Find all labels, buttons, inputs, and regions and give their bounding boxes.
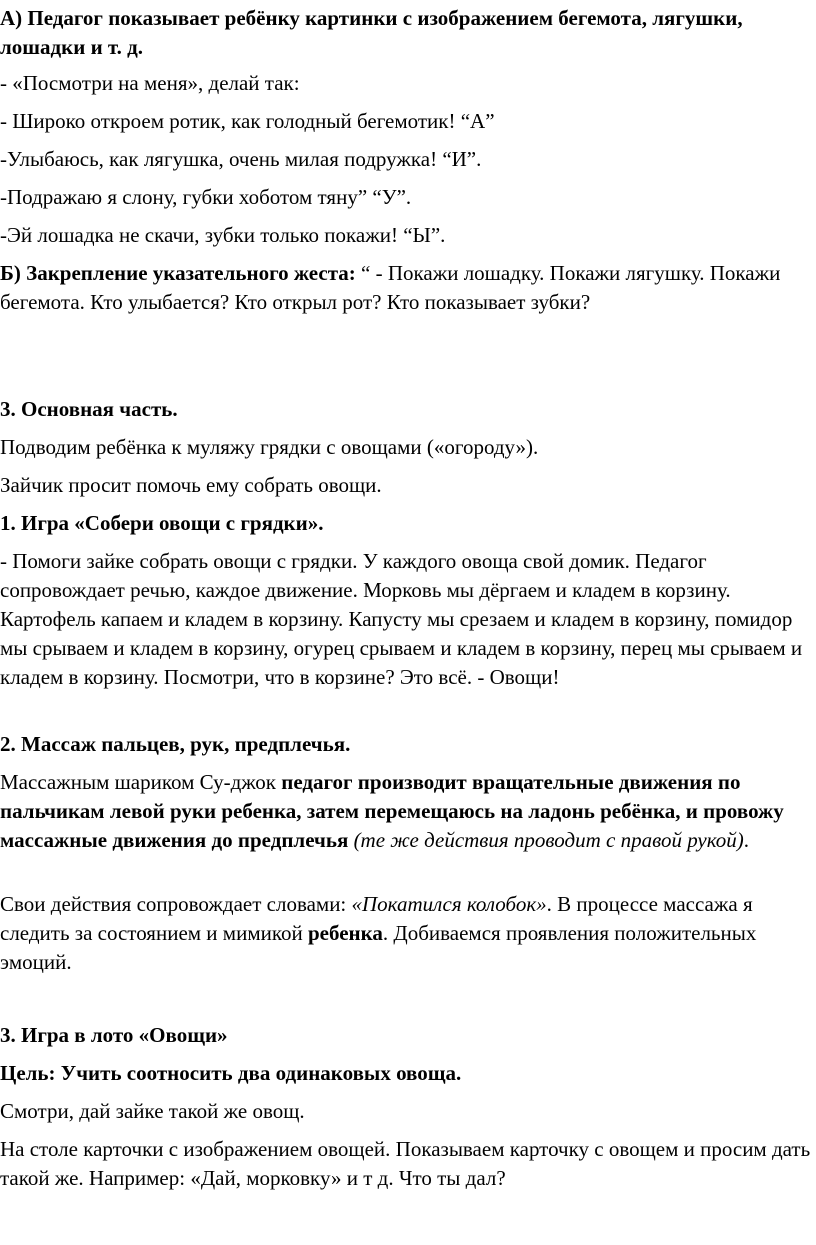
massage-text: . Добиваемся проявления положительных эмоций. bbox=[0, 921, 757, 974]
massage-text: . В процессе массажа я следить за состоянием и мимикой bbox=[0, 892, 753, 945]
section-b-paragraph bbox=[0, 259, 814, 317]
rhyme-line-u: -Подражаю я слону, губки хоботом тяну” “У”. bbox=[0, 185, 412, 209]
game-1-heading: 1. Игра «Собери овощи с грядки». bbox=[0, 511, 324, 535]
massage-text: . bbox=[743, 828, 750, 852]
section-a-heading: А) Педагог показывает ребёнку картинки с изображением бегемота, лягушки, лошадки и т. д. bbox=[0, 6, 743, 59]
massage-text-italic: «Покатился колобок» bbox=[351, 892, 547, 916]
main-part-heading: 3. Основная часть. bbox=[0, 397, 178, 421]
lotto-goal: Цель: Учить соотносить два одинаковых овоща. bbox=[0, 1061, 462, 1085]
game-1-text: - Помоги зайке собрать овощи с грядки. У каждого овоща свой домик. Педагог сопровождает речью, каждое движение. Морковь мы дёргаем и кладем в корзину. Картофель капаем и кладем в корзину. Капусту мы срезаем и кладем в корзину, помидор мы срываем и кладем в корзину, огурец срываем и кладем в корзину, перец мы срываем и кладем в корзину. Посмотри, что в корзине? Это всё. - Овощи! bbox=[0, 549, 803, 689]
massage-text: Свои действия сопровождает словами: bbox=[0, 892, 352, 916]
main-part-paragraph: Зайчик просит помочь ему собрать овощи. bbox=[0, 473, 382, 497]
massage-text: Массажным шариком Су-джок bbox=[0, 770, 282, 794]
rhyme-line-i: -Улыбаюсь, как лягушка, очень милая подружка! “И”. bbox=[0, 147, 482, 171]
rhyme-line-y: -Эй лошадка не скачи, зубки только покажи! “Ы”. bbox=[0, 223, 446, 247]
lotto-paragraph: Смотри, дай зайке такой же овощ. bbox=[0, 1099, 305, 1123]
massage-text-italic: (те же действия проводит с правой рукой) bbox=[348, 828, 744, 852]
massage-text-bold: ребенка bbox=[307, 921, 383, 945]
massage-heading: 2. Массаж пальцев, рук, предплечья. bbox=[0, 732, 351, 756]
massage-paragraph bbox=[0, 890, 814, 977]
rhyme-line-a: - Широко откроем ротик, как голодный бегемотик! “А” bbox=[0, 109, 495, 133]
main-part-paragraph: Подводим ребёнка к муляжу грядки с овощами («огороду»). bbox=[0, 435, 539, 459]
section-b-text: “ - Покажи лошадку. Покажи лягушку. Покажи бегемота. Кто улыбается? Кто открыл рот? Кто показывает зубки? bbox=[0, 261, 781, 314]
lotto-heading: 3. Игра в лото «Овощи» bbox=[0, 1023, 228, 1047]
section-b-label: Б) Закрепление указательного жеста: bbox=[0, 261, 356, 285]
massage-paragraph bbox=[0, 768, 814, 855]
massage-text-bold: педагог производит вращательные движения по пальчикам левой руки ребенка, затем перемещаюсь на ладонь ребёнка, и провожу массажные движения до предплечья bbox=[0, 770, 784, 852]
lotto-paragraph: На столе карточки с изображением овощей. Показываем карточку с овощем и просим дать такой же. Например: «Дай, морковку» и т д. Что ты дал? bbox=[0, 1137, 811, 1190]
instruction-line: - «Посмотри на меня», делай так: bbox=[0, 71, 300, 95]
